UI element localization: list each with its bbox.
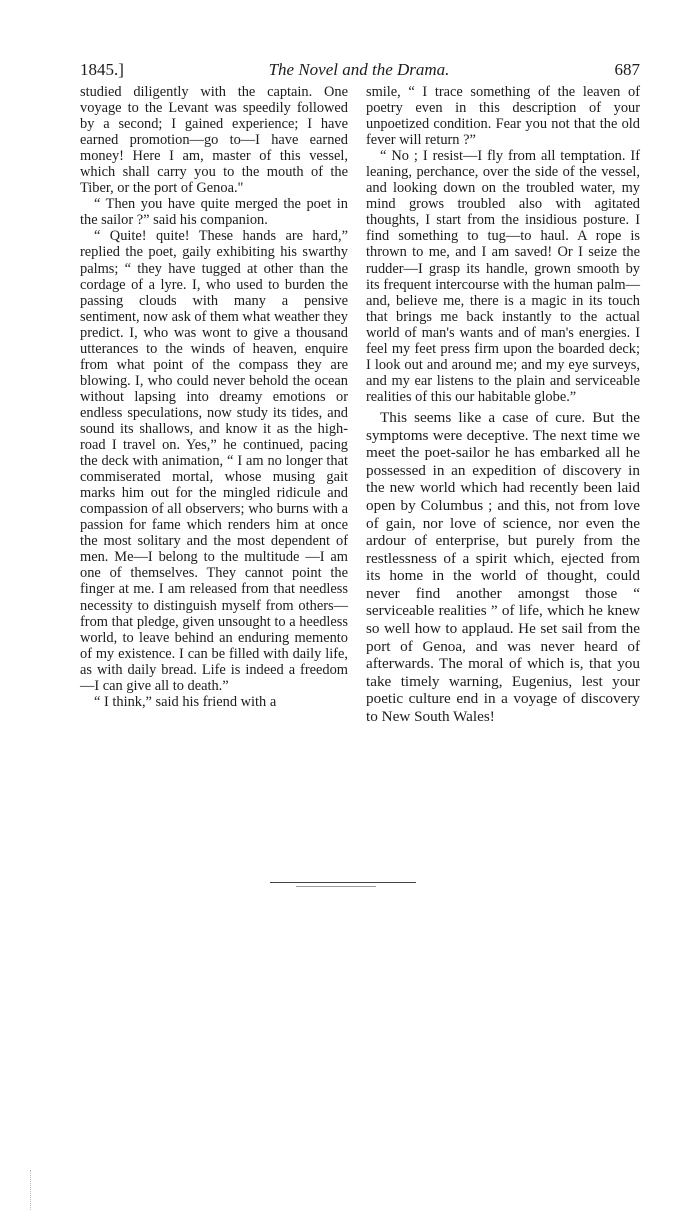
right-text-column — [366, 84, 640, 726]
page-number: 687 — [614, 60, 640, 79]
running-head-title: The Novel and the Drama. — [268, 60, 450, 79]
left-paragraph-4: “ I think,” said his friend with a — [94, 693, 277, 710]
left-text-column — [80, 84, 348, 710]
running-head-year: 1845.] — [80, 60, 124, 79]
left-paragraph-3: “ Quite! quite! These hands are hard,” replied the poet, gaily exhibiting his swarthy palms; “ they have tugged at other than the cordage of a lyre. I, who used to burden the passing clouds with many a pensive sentiment, now ask of them what weather they predict. I, who was wont to give a thousand utterances to the winds of heaven, enquire from what point of the compass they are blowing. I, who could never behold the ocean without lapsing into dreamy emotions or endless speculations, now study its tides, and sound its shallows, and know it as the high-road I travel on. Yes,” he continued, pacing the deck with animation, “ I am no longer that commiserated mortal, whose musing gait marks him out for the mingled ridicule and compassion of all observers; who burns with a passion for fame which renders him at once the most solitary and the most dependent of men. Me—I belong to the multitude —I am one of themselves. They cannot point the finger at me. I am released from that needless necessity to distinguish myself from others—from that pledge, given unsought to a heedless world, to leave behind an enduring memento of my existence. I can be filled with daily life, as with daily bread. Life is indeed a freedom—I can give all to death.” — [80, 228, 348, 694]
tail-piece-rule-fragment — [296, 886, 376, 887]
running-head — [78, 58, 640, 82]
binding-margin-mark — [30, 1170, 32, 1210]
right-paragraph-3: This seems like a case of cure. But the symptoms were deceptive. The next time we meet the poet-sailor he has embarked all he possessed in an expedition of discovery in the new world which had recently been laid open by Columbus ; and this, not from love of gain, nor love of science, nor even the ardour of enterprise, but purely from the restlessness of a spirit which, ejected from its home in the world of thought, could never find another amongst those “ serviceable realities ” of life, which he knew so well how to applaud. He set sail from the port of Genoa, and was never heard of afterwards. The moral of which is, that you take timely warning, Eugenius, lest your poetic culture end in a voyage of discovery to New South Wales! — [366, 408, 640, 726]
left-paragraph-2: “ Then you have quite merged the poet in the sailor ?” said his companion. — [80, 196, 348, 229]
right-paragraph-1: smile, “ I trace something of the leaven of poetry even in this description of your unpoetized condition. Fear you not that the old fever will return ?” — [366, 84, 640, 149]
tail-piece-rule — [270, 882, 416, 883]
right-paragraph-2: “ No ; I resist—I fly from all temptation. If leaning, perchance, over the side of the vessel, and looking down on the troubled water, my mind grows troubled also with agitated thoughts, I start from the insidious posture. I find something to tug—to haul. A rope is thrown to me, and I am saved! Or I seize the rudder—I grasp its handle, grown smooth by its frequent intercourse with the human palm—and, believe me, there is a magic in its touch that brings me back instantly to the actual world of man's wants and of man's energies. I feel my feet press firm upon the boarded deck; I look out and around me; and my eye surveys, and my ear listens to the plain and serviceable realities of this our habitable globe.” — [366, 148, 640, 405]
left-paragraph-1: studied diligently with the captain. One voyage to the Levant was speedily followed by a second; I gained experience; I have earned promotion—go to—I have earned money! Here I am, master of this vessel, which shall carry you to the mouth of the Tiber, or the port of Genoa." — [80, 84, 348, 197]
